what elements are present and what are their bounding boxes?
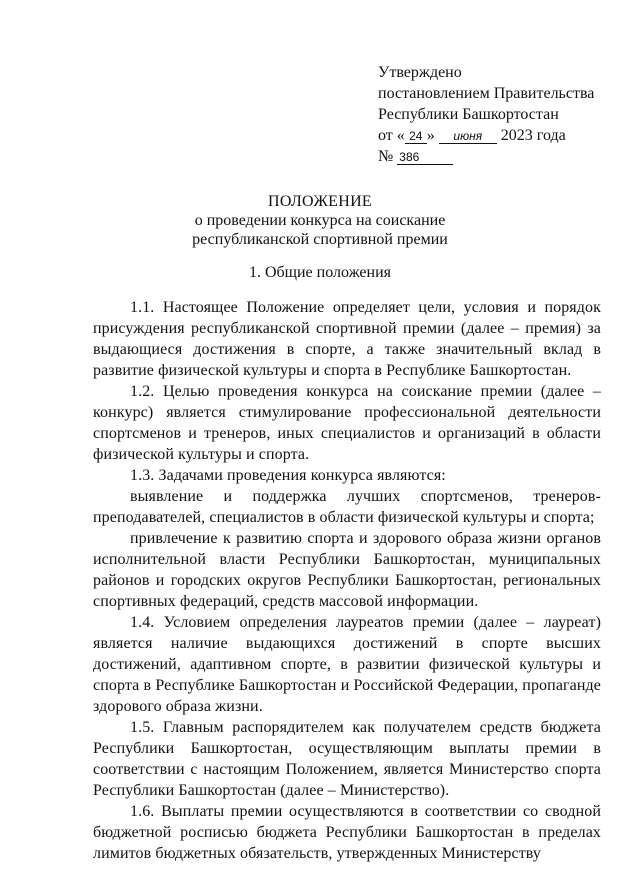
- paragraph-1-5: 1.5. Главным распорядителем как получателем средств бюджета Республики Башкортостан, осуществляющим выплаты премии в соответствии с настоящим Положением, является Министерство спорта Республики Башкортостан (далее – Министерство).: [93, 719, 601, 799]
- paragraph-1-3: 1.3. Задачами проведения конкурса являются:: [130, 467, 446, 484]
- date-year: 2023 года: [500, 127, 566, 144]
- date-day: 24: [405, 129, 427, 144]
- approval-resolution: постановлением Правительства: [378, 85, 595, 102]
- number-prefix: №: [378, 148, 394, 165]
- paragraph-1-1: 1.1. Настоящее Положение определяет цели, условия и порядок присуждения республиканской спортивной премии (далее – премия) за выдающиеся достижения в спорте, а также значительный вклад в развитие физической культуры и спорта в Республике Башкортостан.: [93, 299, 601, 379]
- date-mid: »: [426, 127, 435, 144]
- approval-government: Республики Башкортостан: [378, 106, 559, 123]
- date-prefix: от «: [378, 127, 405, 144]
- approval-stamp: [378, 62, 594, 167]
- title-main: ПОЛОЖЕНИЕ: [267, 193, 372, 210]
- document-body: [93, 297, 601, 864]
- section-heading: 1. Общие положения: [248, 264, 392, 281]
- paragraph-1-2: 1.2. Целью проведения конкурса на соискание премии (далее – конкурс) является стимулирование профессиональной деятельности спортсменов и тренеров, иных специалистов и организаций в области физической культуры и спорта.: [93, 383, 601, 463]
- paragraph-1-4: 1.4. Условием определения лауреатов премии (далее – лауреат) является наличие выдающихся достижений в спорте высших достижений, адаптивном спорте, в развитии физической культуры и спорта в Республике Башкортостан и Российской Федерации, пропаганде здорового образа жизни.: [93, 614, 601, 715]
- paragraph-task-2: привлечение к развитию спорта и здорового образа жизни органов исполнительной власти Республики Башкортостан, муниципальных районов и городских округов Республики Башкортостан, региональных спортивных федераций, средств массовой информации.: [93, 530, 601, 610]
- document-title: [0, 192, 640, 249]
- paragraph-task-1: выявление и поддержка лучших спортсменов, тренеров-преподавателей, специалистов в области физической культуры и спорта;: [93, 488, 601, 526]
- document-number: 386: [397, 150, 453, 165]
- title-subtitle-2: республиканской спортивной премии: [192, 231, 448, 248]
- approval-title: Утверждено: [378, 64, 462, 81]
- date-month: июня: [439, 129, 497, 144]
- title-subtitle-1: о проведении конкурса на соискание: [194, 212, 446, 229]
- approval-date: [378, 125, 594, 146]
- approval-number: [378, 146, 594, 167]
- paragraph-1-6: 1.6. Выплаты премии осуществляются в соответствии со сводной бюджетной росписью бюджета Республики Башкортостан в пределах лимитов бюджетных обязательств, утвержденных Министерству: [93, 803, 601, 862]
